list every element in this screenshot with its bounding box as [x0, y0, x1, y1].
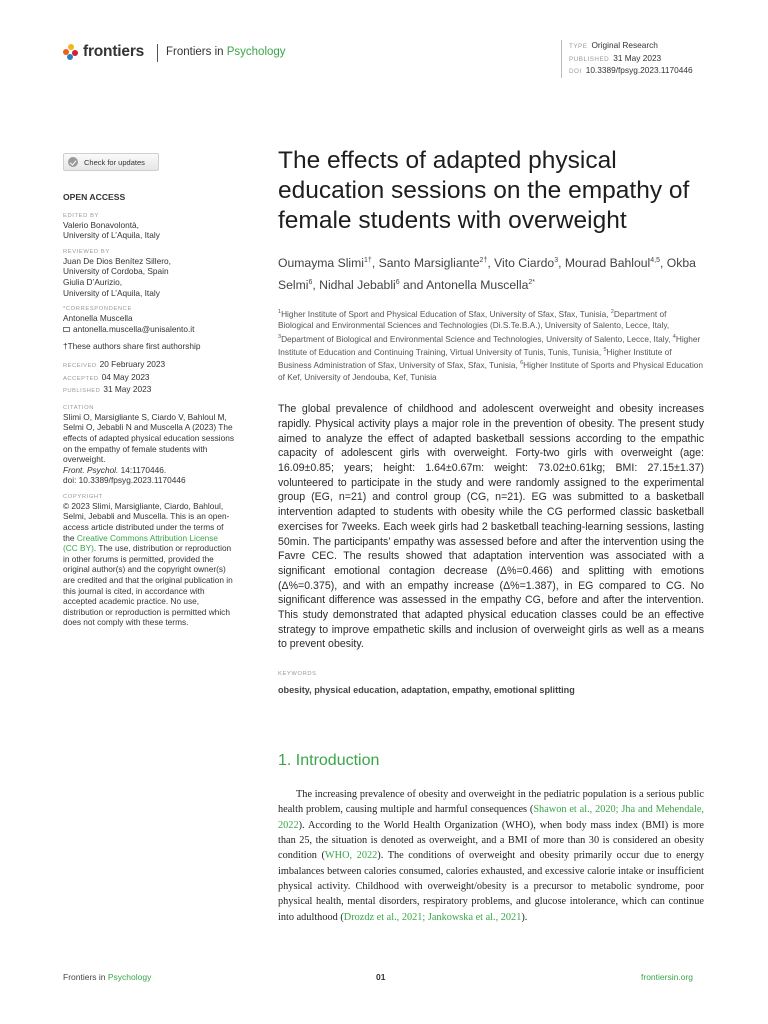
affiliation-text: Department of Biological and Environmental Science and Technologies, University of Salento, Lecce, Italy,	[281, 333, 673, 344]
citation-doi[interactable]: doi: 10.3389/fpsyg.2023.1170446	[63, 475, 186, 486]
reviewed-by-section: REVIEWED BY Juan De Dios Benítez Sillero, University of Cordoba, Spain Giulia D’Aurizio, University of L’Aquila, Italy	[63, 248, 171, 298]
correspondence-section: *CORRESPONDENCE Antonella Muscella antonella.muscella@unisalento.it	[63, 305, 259, 334]
journal-name[interactable]: Frontiers in Psychology	[166, 46, 286, 58]
author-name[interactable]: Okba Selmi	[278, 256, 696, 293]
article-meta	[561, 40, 693, 78]
footer-journal: Frontiers in Psychology	[63, 972, 152, 982]
section-heading-introduction: 1. Introduction	[278, 752, 380, 770]
body-text: ). According to the World Health Organization (WHO), when body mass index (BMI) is more than 25, the situation is denoted as overweight, and a BMI of more than 30 is considered an obesity condition (	[278, 819, 704, 862]
author-affiliation-marker: 1†	[364, 257, 372, 264]
header-divider	[157, 44, 158, 62]
affiliation-marker: 4	[672, 333, 676, 340]
journal-name-highlight: Psychology	[226, 46, 286, 58]
affiliation-text: Higher Institute of Sports and Physical Education of Kef, University of Jendouba, Kef, Tunisia	[278, 360, 704, 382]
cc-by-link[interactable]: (CC BY)	[63, 543, 94, 554]
author-affiliation-marker: 6	[308, 279, 313, 287]
meta-doi[interactable]: DOI 10.3389/fpsyg.2023.1170446	[569, 65, 693, 75]
affiliation-marker: 3	[278, 333, 282, 340]
body-text: The increasing prevalence of obesity and overweight in the pediatric population is a serious public health problem, causing multiple and harmful consequences (	[278, 789, 704, 816]
author-name[interactable]: Antonella Muscella	[426, 278, 529, 293]
frontiers-logo-icon	[63, 44, 79, 60]
dates-section: RECEIVED 20 February 2023 ACCEPTED 04 May 2023 PUBLISHED 31 May 2023	[63, 358, 166, 395]
keywords: obesity, physical education, adaptation, empathy, emotional splitting	[278, 685, 575, 696]
body-text: ).	[521, 911, 528, 923]
citation-link[interactable]: Shawon et al., 2020; Jha and Mehendale, 2022	[278, 804, 704, 831]
author-list: Oumayma Slimi$^{1\dagger}$, Santo Marsigliante$^{2\dagger}$, Vito Ciardo$^3$, Mourad Bahloul$^{4,5}$, Okba Selmi$^6$, Nidhal Jebabli$^6$ and Antonella Muscella$^{2*}$	[278, 256, 696, 293]
affiliation-text: Higher Institute of Education and Continuing Training, Virtual University of Tunis, Tunis, Tunisia,	[278, 333, 701, 357]
affiliations	[278, 307, 704, 383]
affiliation-marker: 2	[610, 309, 614, 316]
check-for-updates-label: Check for updates	[84, 157, 145, 167]
edited-by-section: EDITED BY Valerio Bonavolontà, University of L’Aquila, Italy	[63, 212, 160, 241]
author-name[interactable]: Nidhal Jebabli	[319, 278, 396, 293]
check-icon	[68, 157, 78, 167]
author-name[interactable]: Oumayma Slimi	[278, 256, 365, 271]
author-affiliation-marker: 3	[554, 257, 559, 264]
author-name[interactable]: Santo Marsigliante	[378, 256, 480, 271]
check-for-updates-button[interactable]	[63, 153, 159, 171]
page-number: 01	[376, 972, 386, 982]
author-affiliation-marker: 6	[395, 279, 400, 287]
keywords-label: KEYWORDS	[278, 671, 317, 678]
abstract: The global prevalence of childhood and adolescent overweight and obesity increases rapidly. Physical activity plays a major role in the prevention of obesity. The present study aimed to analyze the effect of adapted basketball sessions according to the empathic capacity of adolescent girls with overweight. Forty-two girls with overweight (age: 16.09±0.85; years; height: 1.64±0.67m: weight: 73.02±0.61kg; BMI: 27.15±1.37) volunteered to participate in the study and were randomly assigned to the experimental group (EG, n=21) and control group (CG, n=21). EG was submitted to a basketball intervention adapted to students with obesity while the CG performed classic basketball exercises for 7weeks. Each week girls had 2 basketball teaching-learning sessions, lasting 50min. The participants’ empathy was assessed before and after the intervention using the Favre CEC. The results showed that adaptation intervention was associated with a significant emotional contagion decrease (Δ%=0.466) and splitting with emotions (Δ%=0.375), and with an empathy increase (Δ%=1.387), in EG compared to CG. No significant difference was assessed in the empathy CG, before and after the intervention. This study demonstrated that adapted physical education classes could be an effective strategy to improve empathetic skills and inclusion of overweight girls as well as a means to prevent obesity.	[278, 403, 704, 651]
logo-wordmark: frontiers	[83, 43, 145, 60]
envelope-icon	[63, 327, 70, 332]
introduction-paragraph	[278, 787, 704, 925]
correspondence-email[interactable]: antonella.muscella@unisalento.it	[63, 324, 259, 335]
citation-link[interactable]: Drozdz et al., 2021; Jankowska et al., 2021	[343, 911, 522, 923]
cc-license-link[interactable]: Creative Commons Attribution License	[76, 532, 218, 543]
body-text: ). The conditions of overweight and obesity primarily occur due to energy imbalances between calories consumed, calories exhausted, and excessive calorie intake or insufficient physical activity. Childhood with overweight/obesity is a precursor to metabolic syndrome, poor physical health, mental disorders, respiratory problems, and glucose intolerance, which can continue into adulthood (	[278, 850, 704, 923]
shared-authorship-note: †These authors share first authorship	[63, 341, 201, 352]
open-access-label: OPEN ACCESS	[63, 192, 126, 202]
footer-site-link[interactable]: frontiersin.org	[641, 972, 693, 982]
author-affiliation-marker: 2†	[479, 257, 488, 264]
affiliation-marker: 5	[603, 347, 607, 354]
frontiers-logo[interactable]	[63, 43, 144, 61]
meta-type: TYPE Original Research	[569, 40, 658, 50]
affiliation-marker: 1	[278, 309, 282, 316]
citation-section: CITATION Slimi O, Marsigliante S, Ciardo V, Bahloul M, Selmi O, Jebabli N and Muscella A (2023) The effects of adapted physical education sessions on the empathy of female students with overweight. Front. Psychol. 14:1170446. doi: 10.3389/fpsyg.2023.1170446	[63, 404, 259, 486]
article-sidebar	[63, 192, 259, 635]
affiliation-marker: 6	[520, 360, 524, 367]
article-main	[278, 146, 704, 925]
meta-published: PUBLISHED 31 May 2023	[569, 52, 662, 63]
copyright-section: COPYRIGHT © 2023 Slimi, Marsigliante, Ciardo, Bahloul, Selmi, Jebabli and Muscella. This is an open- access article distributed under the terms of the Creative Commons Attribution License (CC BY). The use, distribution or reproduction in other forums is permitted, provided the original author(s) and the copyright owner(s) are credited and that the original publication in this journal is cited, in accordance with accepted academic practice. No use, distribution or reproduction is permitted which does not comply with these terms.	[63, 493, 233, 628]
article-title: The effects of adapted physical education sessions on the empathy of female students with overweight	[278, 147, 690, 234]
author-name[interactable]: Mourad Bahloul	[564, 256, 651, 271]
citation-link[interactable]: WHO, 2022	[324, 850, 378, 862]
author-affiliation-marker: 2*	[528, 279, 535, 287]
affiliation-text: Higher Institute of Sport and Physical Education of Sfax, University of Sfax, Sfax, Tunisia,	[281, 308, 611, 319]
affiliation-text: Department of Biological and Environmental Sciences and Technologies (Di.S.Te.B.A.), University of Salento, Lecce, Italy,	[278, 308, 670, 331]
affiliation-text: Higher Institute of Business Administration of Sfax, University of Sfax, Sfax, Tunisia,	[278, 346, 672, 371]
author-affiliation-marker: 4,5	[650, 257, 660, 264]
author-name[interactable]: Vito Ciardo	[494, 256, 555, 271]
